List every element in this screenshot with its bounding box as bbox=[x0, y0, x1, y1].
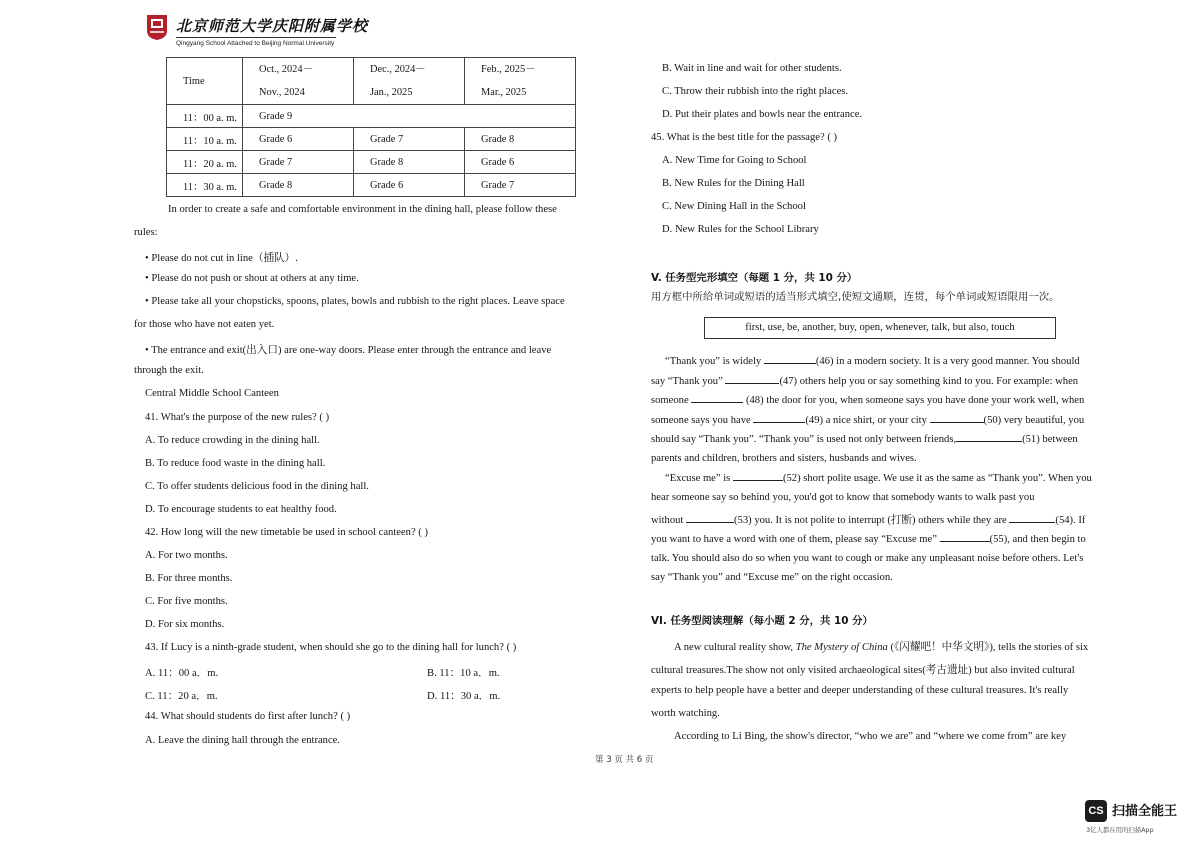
blank-46[interactable] bbox=[764, 355, 816, 364]
rule-item: • Please do not cut in line（插队）. bbox=[145, 253, 298, 264]
rule-item: • Please take all your chopsticks, spoons, plates, bowls and rubbish to the right places. Leave space bbox=[145, 296, 565, 307]
signature: Central Middle School Canteen bbox=[145, 388, 279, 399]
option: A. Leave the dining hall through the entrance. bbox=[145, 735, 341, 746]
time-header: Time bbox=[167, 58, 243, 105]
reading-line: experts to help people have a better and deeper understanding of these cultural treasures. It's really bbox=[651, 685, 1069, 696]
section-title: V. 任务型完形填空（每题 1 分，共 10 分） bbox=[651, 272, 858, 284]
cloze-line: talk. You should also do so when you want to cough or make any unpleasant noise before others. Let's bbox=[651, 553, 1084, 564]
blank-48[interactable] bbox=[691, 394, 743, 403]
camscanner-logo-icon: CS bbox=[1085, 800, 1107, 822]
reading-line: cultural treasures.The show not only visited archaeological sites(考古遗址) but also invited cultural bbox=[651, 665, 1075, 676]
camscanner-name: 扫描全能王 bbox=[1112, 804, 1178, 819]
grade-cell: Grade 8 bbox=[354, 151, 465, 174]
option: B. Wait in line and wait for other students. bbox=[662, 63, 842, 74]
option: B. New Rules for the Dining Hall bbox=[662, 178, 805, 189]
blank-53[interactable] bbox=[686, 514, 734, 523]
blank-49[interactable] bbox=[753, 414, 805, 423]
period-header: Feb., 2025－ Mar., 2025 bbox=[465, 58, 576, 105]
option: C. Throw their rubbish into the right places. bbox=[662, 86, 849, 97]
option: A. For two months. bbox=[145, 550, 228, 561]
table-row bbox=[167, 128, 576, 151]
time-cell: 11：20 a. m. bbox=[167, 151, 243, 174]
grade-cell: Grade 9 bbox=[243, 105, 576, 128]
cloze-line: “Excuse me” is (52) short polite usage. We use it as the same as “Thank you”. When you bbox=[665, 473, 1092, 484]
cloze-line: say “Thank you” (47) others help you or say something kind to you. For example: when bbox=[651, 376, 1079, 387]
option: C. To offer students delicious food in the dining hall. bbox=[145, 481, 369, 492]
period-header: Oct., 2024－ Nov., 2024 bbox=[243, 58, 354, 105]
cloze-line: without (53) you. It is not polite to interrupt (打断) others while they are (54). If bbox=[651, 515, 1086, 526]
header-rule bbox=[176, 37, 336, 38]
question-45: 45. What is the best title for the passage? ( ) bbox=[651, 132, 838, 143]
blank-54[interactable] bbox=[1009, 514, 1055, 523]
reading-line: worth watching. bbox=[651, 708, 720, 719]
blank-51[interactable] bbox=[956, 433, 1022, 442]
cloze-line: you want to have a word with one of them, please say “Excuse me” (55), and then begin to bbox=[651, 534, 1086, 545]
school-name-cn: 北京师范大学庆阳附属学校 bbox=[176, 17, 369, 35]
section-instructions: 用方框中所给单词或短语的适当形式填空,使短文通顺，连贯，每个单词或短语限用一次。 bbox=[651, 291, 1060, 303]
table-row bbox=[167, 151, 576, 174]
grade-cell: Grade 8 bbox=[243, 174, 354, 197]
option: C. New Dining Hall in the School bbox=[662, 201, 806, 212]
option: D. New Rules for the School Library bbox=[662, 224, 819, 235]
cloze-line: someone says you have (49) a nice shirt, or your city (50) very beautiful, you bbox=[651, 415, 1085, 426]
option: B. 11：10 a．m. bbox=[427, 668, 500, 679]
question-41: 41. What's the purpose of the new rules? ( ) bbox=[145, 412, 330, 423]
cloze-line: parents and children, brothers and sisters, husbands and wives. bbox=[651, 453, 917, 464]
grade-cell: Grade 6 bbox=[243, 128, 354, 151]
camscanner-tagline: 3亿人都在用的扫描App bbox=[1086, 826, 1154, 834]
option: B. To reduce food waste in the dining hall. bbox=[145, 458, 326, 469]
rule-item: for those who have not eaten yet. bbox=[134, 319, 275, 330]
option: D. For six months. bbox=[145, 619, 225, 630]
cloze-line: someone (48) the door for you, when someone says you have done your work well, when bbox=[651, 395, 1085, 406]
time-cell: 11：30 a. m. bbox=[167, 174, 243, 197]
cloze-line: should say “Thank you”. “Thank you” is used not only between friends, (51) between bbox=[651, 434, 1078, 445]
question-44: 44. What should students do first after lunch? ( ) bbox=[145, 711, 351, 722]
table-header-row bbox=[167, 58, 576, 105]
cloze-line: say “Thank you” and “Excuse me” on the right occasion. bbox=[651, 572, 893, 583]
rule-item: • The entrance and exit(出入口) are one-way doors. Please enter through the entrance and leave bbox=[145, 345, 552, 356]
option: D. 11：30 a．m. bbox=[427, 691, 501, 702]
question-42: 42. How long will the new timetable be used in school canteen? ( ) bbox=[145, 527, 429, 538]
word-bank-box: first, use, be, another, buy, open, whenever, talk, but also, touch bbox=[704, 317, 1056, 339]
blank-47[interactable] bbox=[725, 375, 779, 384]
grade-cell: Grade 6 bbox=[354, 174, 465, 197]
option: A. 11：00 a．m. bbox=[145, 668, 219, 679]
option: A. New Time for Going to School bbox=[662, 155, 807, 166]
grade-cell: Grade 6 bbox=[465, 151, 576, 174]
blank-52[interactable] bbox=[733, 472, 783, 481]
section-title: VI. 任务型阅读理解（每小题 2 分，共 10 分） bbox=[651, 615, 873, 627]
period-header: Dec., 2024－ Jan., 2025 bbox=[354, 58, 465, 105]
time-cell: 11：00 a. m. bbox=[167, 105, 243, 128]
school-name-en: Qingyang School Attached to Beijing Normal University bbox=[176, 40, 335, 47]
grade-cell: Grade 7 bbox=[243, 151, 354, 174]
grade-cell: Grade 7 bbox=[354, 128, 465, 151]
option: D. Put their plates and bowls near the entrance. bbox=[662, 109, 863, 120]
reading-line: A new cultural reality show, The Mystery of China (《闪耀吧！中华文明》), tells the stories of six bbox=[674, 642, 1089, 653]
grade-cell: Grade 7 bbox=[465, 174, 576, 197]
option: C. For five months. bbox=[145, 596, 228, 607]
option: B. For three months. bbox=[145, 573, 233, 584]
blank-50[interactable] bbox=[930, 414, 984, 423]
blank-55[interactable] bbox=[940, 533, 990, 542]
table-row bbox=[167, 105, 576, 128]
cloze-line: hear someone say so behind you, you'd got to know that somebody wants to walk past you bbox=[651, 492, 1035, 503]
cloze-line: “Thank you” is widely (46) in a modern society. It is a very good manner. You should bbox=[665, 356, 1080, 367]
time-cell: 11：10 a. m. bbox=[167, 128, 243, 151]
rule-item: • Please do not push or shout at others at any time. bbox=[145, 273, 359, 284]
option: C. 11：20 a．m. bbox=[145, 691, 218, 702]
school-seal-logo bbox=[145, 13, 169, 41]
canteen-timetable bbox=[166, 57, 576, 197]
rule-item: through the exit. bbox=[134, 365, 204, 376]
option: D. To encourage students to eat healthy food. bbox=[145, 504, 337, 515]
option: A. To reduce crowding in the dining hall. bbox=[145, 435, 320, 446]
page-number: 第 3 页 共 6 页 bbox=[595, 755, 654, 765]
question-43: 43. If Lucy is a ninth-grade student, when should she go to the dining hall for lunch? ( ) bbox=[145, 642, 517, 653]
reading-line: According to Li Bing, the show's director, “who we are” and “where we come from” are key bbox=[674, 731, 1067, 742]
intro-line: rules: bbox=[134, 227, 158, 238]
table-row bbox=[167, 174, 576, 197]
intro-line: In order to create a safe and comfortable environment in the dining hall, please follow these bbox=[168, 204, 557, 215]
grade-cell: Grade 8 bbox=[465, 128, 576, 151]
